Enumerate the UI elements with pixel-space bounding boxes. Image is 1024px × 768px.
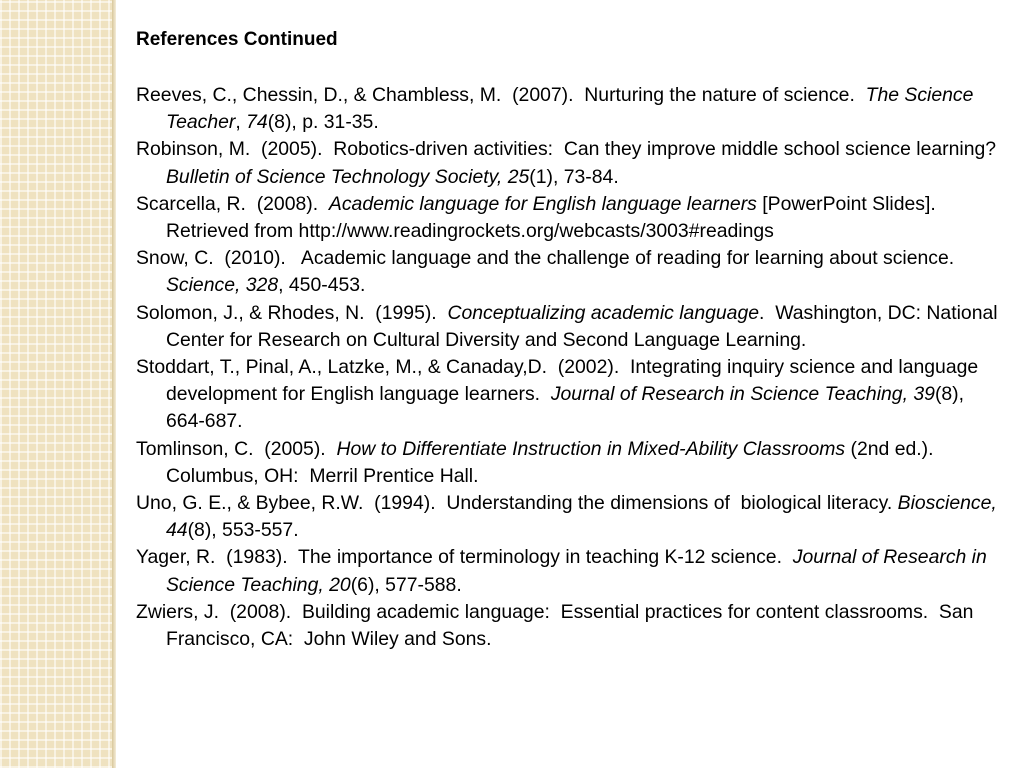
reference-source: Academic language for English language learners xyxy=(328,192,757,215)
reference-source: Science, 328 xyxy=(166,274,279,297)
reference-item xyxy=(136,490,1006,544)
reference-source: Bulletin of Science Technology Society, 25 xyxy=(166,165,530,188)
reference-item xyxy=(136,354,1006,436)
reference-volume: 74 xyxy=(246,111,268,134)
reference-text: Stoddart, T., Pinal, A., Latzke, M., & Canaday,D. (2002). Integrating inquiry science and language development for English language learners. xyxy=(136,356,984,406)
reference-text: Robinson, M. (2005). Robotics-driven activities: Can they improve middle school science learning? xyxy=(136,138,1007,161)
reference-item xyxy=(136,436,1006,490)
decorative-side-strip xyxy=(0,0,112,768)
reference-text: , 450-453. xyxy=(278,274,366,297)
reference-text: [PowerPoint Slides]. Retrieved from http://www.readingrockets.org/webcasts/3003#readings xyxy=(166,192,947,243)
reference-text: Snow, C. (2010). Academic language and the challenge of reading for learning about science. xyxy=(136,247,965,270)
reference-text: (1), 73-84. xyxy=(529,165,619,188)
reference-text: (6), 577-588. xyxy=(350,573,462,596)
reference-source: Conceptualizing academic language xyxy=(447,301,760,324)
reference-text: . Washington, DC: National Center for Research on Cultural Diversity and Second Language Learning. xyxy=(166,301,1003,351)
reference-text: (8), p. 31-35. xyxy=(267,111,379,134)
reference-item xyxy=(136,191,1006,245)
reference-source: The Science Teacher xyxy=(166,84,979,134)
reference-text: (8), 664-687. xyxy=(166,383,970,433)
reference-source: Journal of Research in Science Teaching, 39 xyxy=(550,383,935,406)
reference-text: Uno, G. E., & Bybee, R.W. (1994). Understanding the dimensions of biological literacy. xyxy=(136,492,898,515)
reference-item xyxy=(136,599,1006,653)
page-title: References Continued xyxy=(136,29,338,50)
slide-content xyxy=(136,26,1006,653)
reference-source: Journal of Research in Science Teaching, 20 xyxy=(166,546,993,596)
reference-list xyxy=(136,82,1006,653)
reference-item xyxy=(136,136,1006,190)
reference-text: (8), 553-557. xyxy=(187,519,299,542)
reference-text: (2nd ed.). Columbus, OH: Merril Prentice Hall. xyxy=(166,437,945,487)
reference-text: Zwiers, J. (2008). Building academic language: Essential practices for content classrooms. San Francisco, CA: John Wiley and Sons. xyxy=(136,600,979,651)
reference-text: Reeves, C., Chessin, D., & Chambless, M. (2007). Nurturing the nature of science. xyxy=(136,84,866,106)
reference-item xyxy=(136,300,1006,354)
side-strip-edge xyxy=(112,0,116,768)
reference-text: Solomon, J., & Rhodes, N. (1995). xyxy=(136,301,448,324)
reference-source: Bioscience, 44 xyxy=(166,492,1003,542)
reference-source: How to Differentiate Instruction in Mixed-Ability Classrooms xyxy=(336,437,846,460)
reference-text: Yager, R. (1983). The importance of terminology in teaching K-12 science. xyxy=(136,546,793,569)
reference-text: Tomlinson, C. (2005). xyxy=(136,437,337,460)
reference-text: Scarcella, R. (2008). xyxy=(136,192,329,215)
reference-item xyxy=(136,544,1006,598)
reference-item xyxy=(136,82,1006,136)
reference-text: , xyxy=(235,111,247,134)
reference-item xyxy=(136,245,1006,299)
